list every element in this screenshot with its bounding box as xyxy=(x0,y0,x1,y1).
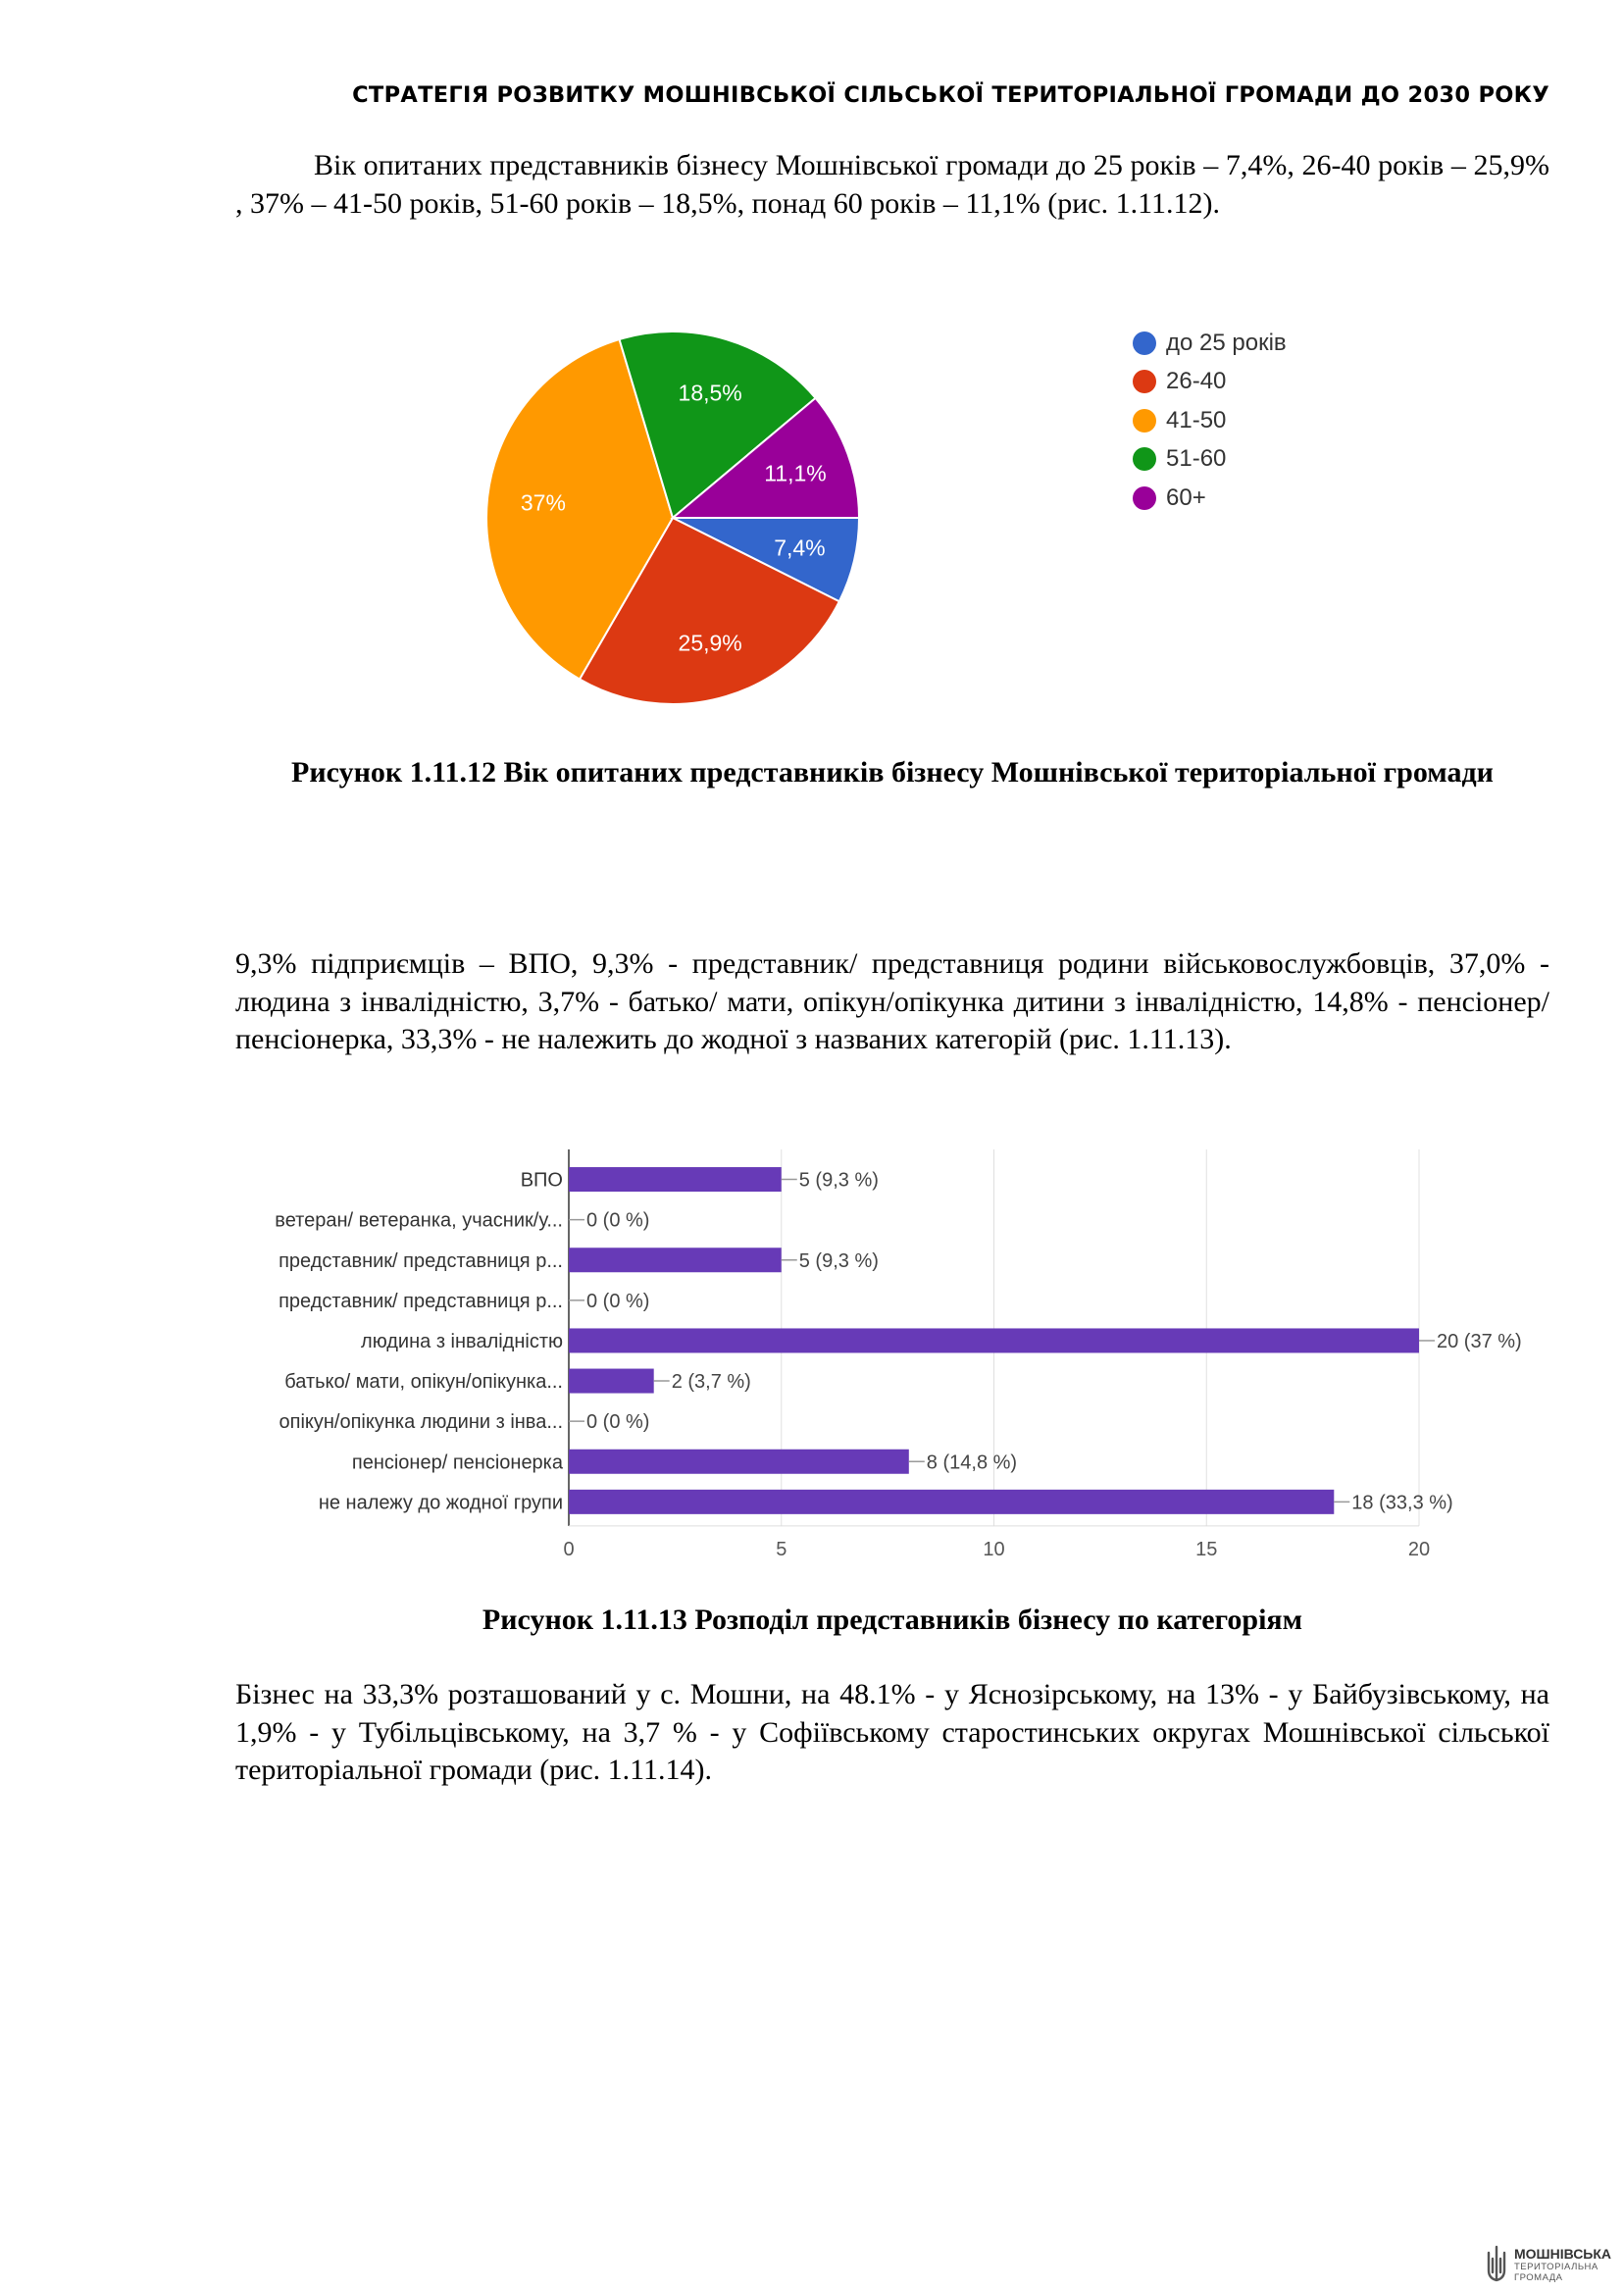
pie-slice-label: 7,4% xyxy=(774,535,826,561)
category-label: представник/ представниця р... xyxy=(279,1249,563,1272)
bar-data-label: 18 (33,3 %) xyxy=(1351,1492,1453,1514)
legend-swatch xyxy=(1133,447,1156,471)
bar-data-label: 0 (0 %) xyxy=(586,1209,650,1232)
paragraph-location: Бізнес на 33,3% розташований у с. Мошни, на 48.1% - у Яснозірському, на 13% - у Байбузівському, на 1,9% - у Тубільцівському, на 3,7 % - у Софіївському старостинських округах Мошнівської сільської територіальної громади (рис. 1.11.14). xyxy=(235,1678,1549,1786)
x-tick-label: 15 xyxy=(1195,1538,1218,1560)
legend-label: 51-60 xyxy=(1166,445,1227,473)
pie-slice-label: 37% xyxy=(520,489,566,516)
age-pie-chart xyxy=(0,0,1624,745)
category-label: людина з інвалідністю xyxy=(361,1330,563,1352)
bar-data-label: 8 (14,8 %) xyxy=(926,1452,1018,1474)
legend-item xyxy=(1133,479,1287,518)
bar-data-label: 5 (9,3 %) xyxy=(798,1249,879,1272)
category-label: ВПО xyxy=(520,1169,563,1192)
bar-data-label: 0 (0 %) xyxy=(586,1411,650,1434)
legend-label: до 25 років xyxy=(1166,329,1287,356)
category-label: ветеран/ ветеранка, учасник/у... xyxy=(275,1209,563,1232)
legend-item xyxy=(1133,363,1287,402)
paragraph-age: Вік опитаних представників бізнесу Мошнівської громади до 25 років – 7,4%, 26-40 років – 25,9% , 37% – 41-50 років, 51-60 років – 18,5%, понад 60 років – 11,1% (рис. 1.11.12). xyxy=(235,149,1549,220)
legend-swatch xyxy=(1133,409,1156,433)
trident-emblem-icon xyxy=(1483,2245,1510,2284)
community-logo xyxy=(1483,2245,1611,2284)
pie-slice-label: 11,1% xyxy=(764,460,827,486)
bar xyxy=(569,1248,782,1272)
logo-subtitle-2: ГРОМАДА xyxy=(1514,2272,1563,2283)
legend-swatch xyxy=(1133,331,1156,355)
x-tick-label: 10 xyxy=(983,1538,1005,1560)
legend-label: 41-50 xyxy=(1166,406,1227,433)
paragraph-categories: 9,3% підприємців – ВПО, 9,3% - представник/ представниця родини військовослужбовців, 37,0% - людина з інвалідністю, 3,7% - батько/ мати, опікун/опікунка дитини з інвалідністю, 14,8% - пенсіонер/ пенсіонерка, 33,3% - не належить до жодної з названих категорій (рис. 1.11.13). xyxy=(235,947,1549,1055)
bar-data-label: 20 (37 %) xyxy=(1437,1330,1522,1352)
legend-swatch xyxy=(1133,370,1156,393)
figure-caption-1-11-13: Рисунок 1.11.13 Розподіл представників бізнесу по категоріям xyxy=(482,1604,1303,1636)
legend-item xyxy=(1133,401,1287,440)
legend-item xyxy=(1133,324,1287,363)
bar xyxy=(569,1328,1419,1352)
category-label: опікун/опікунка людини з інва... xyxy=(279,1411,563,1434)
x-tick-label: 5 xyxy=(776,1538,787,1560)
legend-label: 26-40 xyxy=(1166,368,1227,395)
pie-slice-label: 18,5% xyxy=(678,380,742,406)
category-label: не належу до жодної групи xyxy=(318,1492,563,1514)
legend-label: 60+ xyxy=(1166,484,1206,511)
category-label: пенсіонер/ пенсіонерка xyxy=(351,1452,563,1474)
logo-title: МОШНІВСЬКА xyxy=(1514,2246,1612,2262)
categories-bar-chart xyxy=(0,1138,1624,1579)
category-label: батько/ мати, опікун/опікунка... xyxy=(284,1371,563,1394)
bar-data-label: 0 (0 %) xyxy=(586,1290,650,1312)
pie-slice-label: 25,9% xyxy=(678,630,742,656)
category-label: представник/ представниця р... xyxy=(279,1290,563,1312)
age-pie-legend xyxy=(1133,324,1287,518)
bar xyxy=(569,1369,654,1394)
page-header: СТРАТЕГІЯ РОЗВИТКУ МОШНІВСЬКОЇ СІЛЬСЬКОЇ ТЕРИТОРІАЛЬНОЇ ГРОМАДИ ДО 2030 РОКУ xyxy=(352,82,1549,108)
logo-subtitle-1: ТЕРИТОРІАЛЬНА xyxy=(1514,2262,1599,2272)
x-tick-label: 20 xyxy=(1407,1538,1431,1560)
bar-data-label: 5 (9,3 %) xyxy=(798,1169,879,1192)
x-tick-label: 0 xyxy=(563,1538,575,1560)
figure-caption-1-11-12: Рисунок 1.11.12 Вік опитаних представників бізнесу Мошнівської територіальної громади xyxy=(291,756,1494,789)
legend-swatch xyxy=(1133,486,1156,510)
bar-data-label: 2 (3,7 %) xyxy=(671,1371,751,1394)
bar xyxy=(569,1490,1334,1514)
bar xyxy=(569,1450,909,1474)
legend-item xyxy=(1133,440,1287,480)
bar xyxy=(569,1167,782,1192)
